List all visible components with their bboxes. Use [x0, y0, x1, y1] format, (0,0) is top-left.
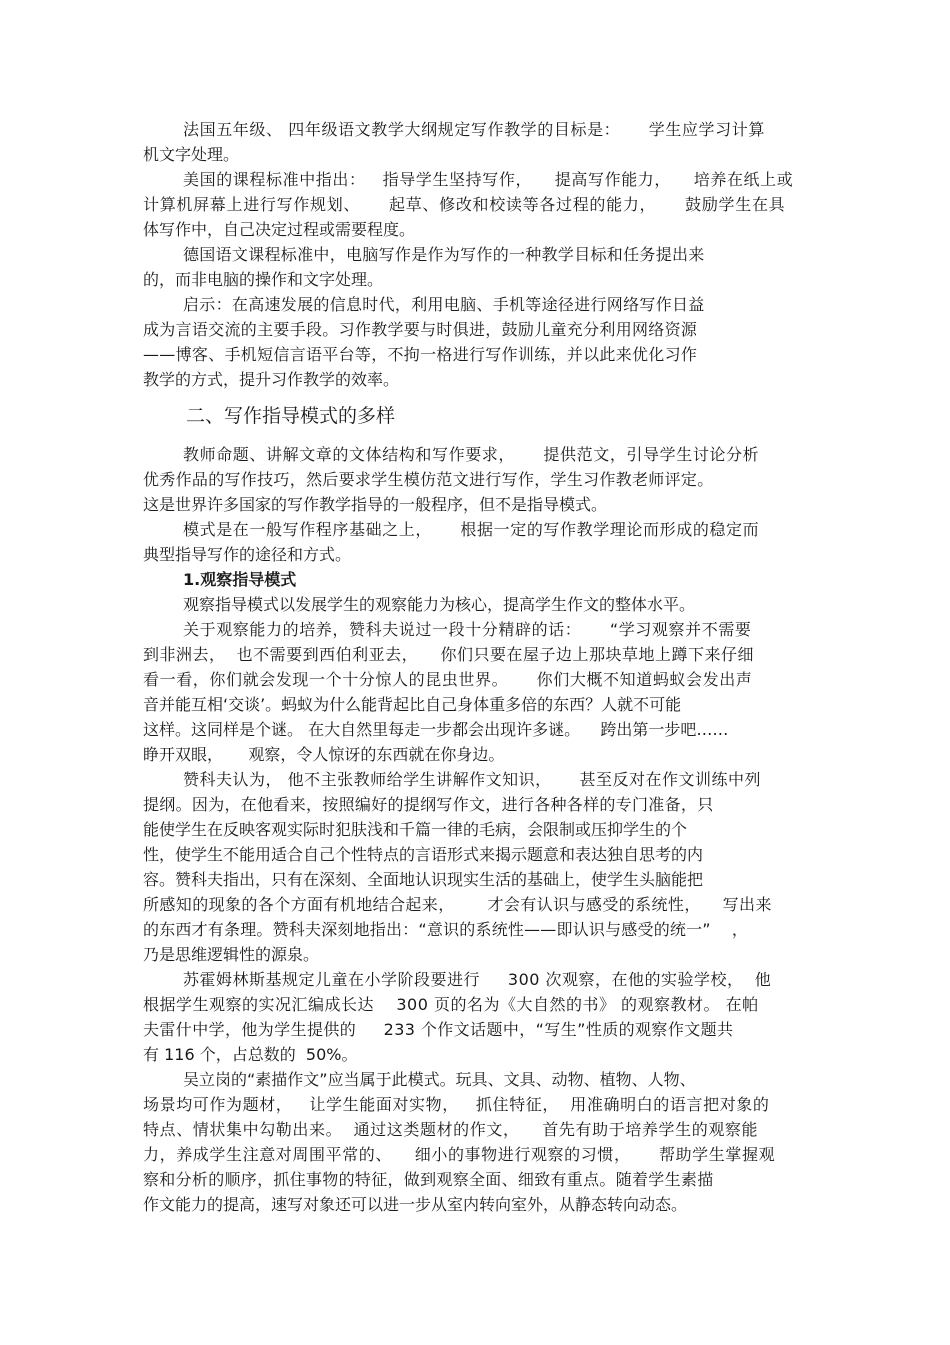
- text-line: 音并能互相‘交谈’。蚂蚁为什么能背起比自己身体重多倍的东西？人就不可能: [143, 695, 682, 714]
- text-line: 的东西才有条理。赞科夫深刻地指出：“意识的系统性——即认识与感受的统一” ，: [143, 920, 749, 939]
- text-line: 苏霍姆林斯基规定儿童在小学阶段要进行 300 次观察，在他的实验学校， 他: [183, 970, 772, 989]
- text-line: 机文字处理。: [143, 145, 240, 164]
- text-line: 睁开双眼， 观察，令人惊讶的东西就在你身边。: [143, 745, 505, 764]
- subsection-heading: 1.观察指导模式: [183, 570, 297, 589]
- text-line: 力，养成学生注意对周围平常的、 细小的事物进行观察的习惯， 帮助学生掌握观: [143, 1145, 776, 1164]
- text-line: 根据学生观察的实况汇编成长达 300 页的名为《大自然的书》 的观察教材。 在帕: [143, 995, 759, 1014]
- text-line: 赞科夫认为， 他不主张教师给学生讲解作文知识， 甚至反对在作文训练中列: [183, 770, 762, 789]
- text-line: 能使学生在反映客观实际时犯肤浅和千篇一律的毛病，会限制或压抑学生的个: [143, 820, 688, 839]
- text-line: 观察指导模式以发展学生的观察能力为核心，提高学生作文的整体水平。: [183, 595, 696, 614]
- text-line: 这样。这同样是个谜。 在大自然里每走一步都会出现许多谜。 跨出第一步吧……: [143, 720, 729, 739]
- text-line: 看一看，你们就会发现一个十分惊人的昆虫世界。 你们大概不知道蚂蚁会发出声: [143, 670, 753, 689]
- text-line: 特点、情状集中勾勒出来。 通过这类题材的作文， 首先有助于培养学生的观察能: [143, 1120, 759, 1139]
- text-line: 法国五年级、 四年级语文教学大纲规定写作教学的目标是： 学生应学习计算: [183, 120, 765, 139]
- text-line: 容。赞科夫指出，只有在深刻、全面地认识现实生活的基础上，使学生头脑能把: [143, 870, 704, 889]
- text-line: 模式是在一般写作程序基础之上， 根据一定的写作教学理论而形成的稳定而: [183, 520, 760, 539]
- text-line: 场景均可作为题材， 让学生能面对实物， 抓住特征， 用准确明白的语言把对象的: [143, 1095, 770, 1114]
- text-line: 体写作中，自己决定过程或需要程度。: [143, 220, 416, 239]
- text-line: 性，使学生不能用适合自己个性特点的言语形式来揭示题意和表达独自思考的内: [143, 845, 704, 864]
- text-line: 吴立岗的“素描作文”应当属于此模式。玩具、文具、动物、植物、人物、: [183, 1070, 696, 1089]
- text-line: 察和分析的顺序，抓住事物的特征，做到观察全面、细致有重点。随着学生素描: [143, 1170, 714, 1189]
- text-line: 关于观察能力的培养，赞科夫说过一段十分精辟的话： “学习观察并不需要: [183, 620, 752, 639]
- text-line: 优秀作品的写作技巧，然后要求学生模仿范文进行写作，学生习作教老师评定。: [143, 470, 714, 489]
- text-line: 教师命题、讲解文章的文体结构和写作要求， 提供范文，引导学生讨论分析: [183, 445, 760, 464]
- text-line: 美国的课程标准中指出： 指导学生坚持写作， 提高写作能力， 培养在纸上或: [183, 170, 794, 189]
- section-heading: 二、写作指导模式的多样: [186, 405, 396, 427]
- text-line: 有 116 个，占总数的 50%。: [143, 1045, 358, 1064]
- text-line: 典型指导写作的途径和方式。: [143, 545, 352, 564]
- text-line: 计算机屏幕上进行写作规划、 起草、修改和校读等各过程的能力， 鼓励学生在具: [143, 195, 786, 214]
- text-line: 乃是思维逻辑性的源泉。: [143, 945, 320, 964]
- text-line: ——博客、手机短信言语平台等，不拘一格进行写作训练，并以此来优化习作: [143, 345, 698, 364]
- text-line: 所感知的现象的各个方面有机地结合起来， 才会有认识与感受的系统性， 写出来: [143, 895, 772, 914]
- text-line: 德国语文课程标准中，电脑写作是作为写作的一种教学目标和任务提出来: [183, 245, 705, 264]
- text-line: 教学的方式，提升习作教学的效率。: [143, 370, 400, 389]
- text-line: 提纲。因为，在他看来，按照编好的提纲写作文，进行各种各样的专门准备，只: [143, 795, 714, 814]
- text-line: 启示：在高速发展的信息时代，利用电脑、手机等途径进行网络写作日益: [183, 295, 705, 314]
- text-line: 到非洲去， 也不需要到西伯利亚去， 你们只要在屋子边上那块草地上蹲下来仔细: [143, 645, 755, 664]
- text-line: 夫雷什中学，他为学生提供的 233 个作文话题中，“写生”性质的观察作文题共: [143, 1020, 734, 1039]
- text-line: 这是世界许多国家的写作教学指导的一般程序，但不是指导模式。: [143, 495, 608, 514]
- text-line: 成为言语交流的主要手段。习作教学要与时俱进，鼓励儿童充分利用网络资源: [143, 320, 698, 339]
- text-line: 作文能力的提高，速写对象还可以进一步从室内转向室外，从静态转向动态。: [143, 1195, 688, 1214]
- text-line: 的，而非电脑的操作和文字处理。: [143, 270, 384, 289]
